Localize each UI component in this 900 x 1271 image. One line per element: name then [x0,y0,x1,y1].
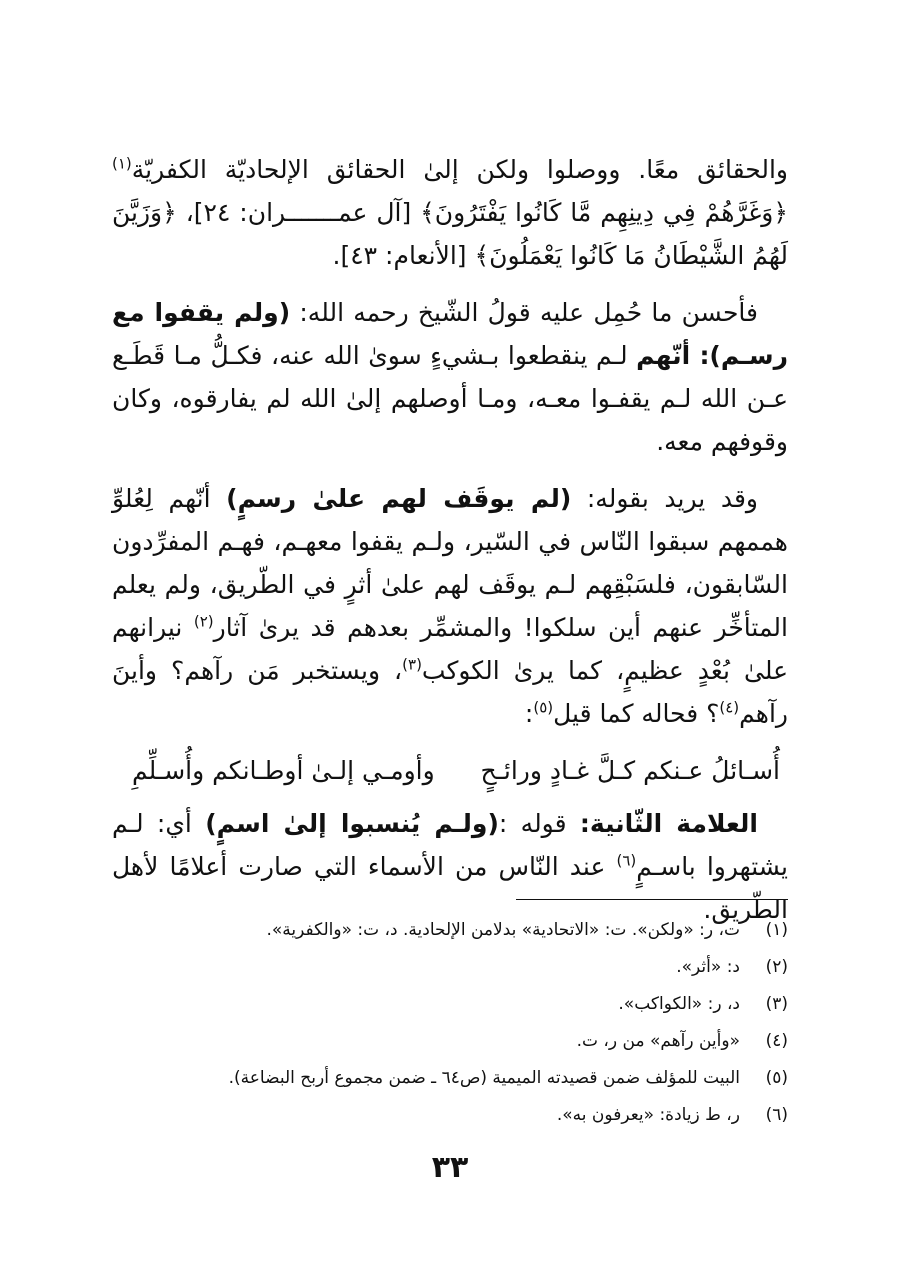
p3-text-4: ، ويستخبر مَن رآهم؟ وأينَ رآهم [112,656,788,728]
p3-quote: (لم يوقَف لهم علىٰ رسمٍ) [226,484,572,513]
p3-text-5: ؟ فحاله كما قيل [553,699,720,728]
poem-verse [132,749,780,792]
footnote-ref-6: (٦) [616,851,637,870]
quran-verse-1: ﴿وَغَرَّهُمْ فِي دِينِهِم مَّا كَانُوا يَفْتَرُونَ﴾ [420,198,788,227]
p4-heading: العلامة الثّانية: [579,809,758,838]
paragraph-1 [112,148,788,277]
footnote-text: ر، ط زيادة: «يعرفون به». [556,1105,740,1125]
p3-text-2: أنّهم لِعُلوِّ هممهم سبقوا النّاس في السّير، ولـم يقفوا معهـم، فهـم المفرِّدون السّابقون، فلسَبْقِهم لـم يوقَف لهم علىٰ أثرٍ في الطّريق، ولم يعلم المتأخِّر عنهم أين سلكوا! والمشمِّر بعدهم قد يرىٰ آثار [112,484,788,642]
footnote [108,986,788,1023]
p2-quote: (ولم يقفوا مع رسـم): أنّهم [112,298,788,370]
footnote-ref-5: (٥) [533,698,554,717]
p3-text-3: نيرانهم علىٰ بُعْدٍ عظيمٍ، كما يرىٰ الكوكب [112,613,789,685]
page-number: ٣٣ [431,1150,469,1185]
p3-text-1: وقد يريد بقوله: [586,484,759,513]
footnote-number: (٢) [765,957,788,977]
footnote-text: «وأين رآهم» من ر، ت. [576,1031,740,1051]
quran-reference-2: [الأنعام: ٤٣]. [332,241,467,270]
p4-text-3: عند النّاس من الأسماء التي صارت أعلامًا لأهل الطّريق. [112,852,788,924]
footnote-text: ت، ر: «ولكن». ت: «الاتحادية» بدلامن الإلحادية. د، ت: «والكفرية». [266,920,740,940]
footnote-text: د: «أثر». [676,957,740,977]
p4-text-1: قوله : [498,809,567,838]
footnote [108,949,788,986]
footnotes [108,912,788,1134]
p3-text-6: : [524,699,534,728]
footnote-ref-1: (١) [112,154,132,173]
main-text [112,148,788,945]
footnote-text: البيت للمؤلف ضمن قصيدته الميمية (ص٦٤ ـ ضمن مجموع أربح البضاعة). [228,1068,740,1088]
footnote-number: (٦) [765,1105,788,1125]
footnote-number: (٤) [765,1031,788,1051]
quran-verse-2: ﴿وَزَيَّنَ لَهُمُ الشَّيْطَانُ مَا كَانُوا يَعْمَلُونَ﴾ [112,198,788,270]
paragraph-3 [112,477,788,735]
poem-first-hemistich: أُسـائلُ عـنكم كـلَّ غـادٍ ورائـحٍ [480,756,780,785]
paragraph-2 [112,291,788,463]
poem-second-hemistich: وأومـي إلـىٰ أوطـانكم وأُسـلِّمِ [132,756,435,785]
footnote [108,912,788,949]
footnote [108,1023,788,1060]
p1-text: والحقائق معًا. ووصلوا ولكن إلىٰ الحقائق الإلحاديّة الكفريّة [131,155,788,184]
footnote-number: (٣) [765,994,788,1014]
quran-reference-1: [آل عمـــــــران: ٢٤]، [185,198,412,227]
footnote-ref-2: (٢) [193,612,214,631]
footnote [108,1060,788,1097]
p4-text-2: أي: لـم يشتهروا باسـمٍ [112,809,788,881]
footnote-ref-4: (٤) [719,698,740,717]
p2-text-1: فأحسن ما حُمِل عليه قولُ الشّيخ رحمه الله: [299,298,758,327]
footnote-ref-3: (٣) [402,655,422,674]
p2-text-2: لـم ينقطعوا بـشيءٍ سوىٰ الله عنه، فكـلُّ مـا قَطَـع عـن الله لـم يقفـوا معـه، ومـا أوصلهم إلىٰ الله لم يفارقوه، وكان وقوفهم معه. [112,341,788,456]
footnote-separator [516,899,788,900]
footnote-text: د، ر: «الكواكب». [618,994,740,1014]
p4-quote: (ولـم يُنسبوا إلىٰ اسمٍ) [205,809,499,838]
footnote [108,1097,788,1134]
footnote-number: (٥) [765,1068,788,1088]
footnote-number: (١) [765,920,788,940]
